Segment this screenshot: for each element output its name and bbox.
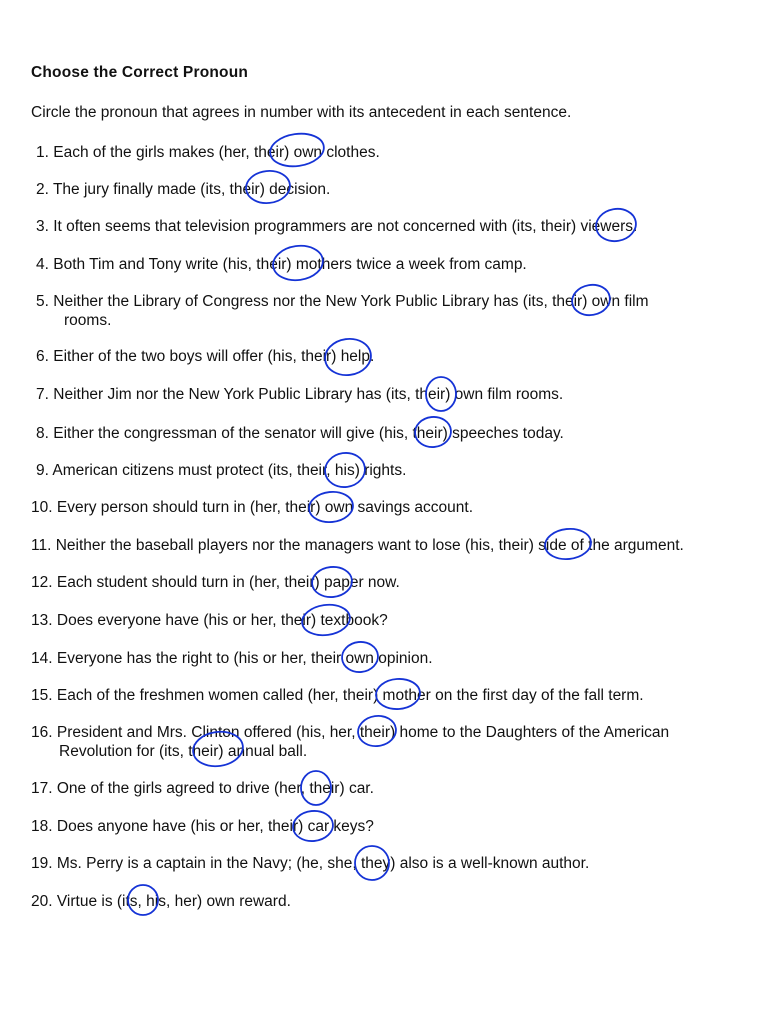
question-item [31, 686, 644, 705]
question-number: 5. [36, 293, 49, 310]
question-number: 19. [31, 855, 53, 872]
question-item [36, 461, 406, 480]
question-number: 3. [36, 218, 49, 235]
question-text: Both Tim and Tony write (his, their) mothers twice a week from camp. [53, 256, 527, 273]
question-text: President and Mrs. Clinton offered (his, her, their) home to the Daughters of the American [56, 724, 670, 741]
question-item [36, 180, 330, 199]
question-number: 20. [31, 893, 53, 910]
question-number: 14. [31, 650, 53, 667]
question-number: 12. [31, 574, 53, 591]
question-item [31, 892, 291, 911]
question-text: Does anyone have (his or her, their) car keys? [56, 818, 374, 835]
question-text: American citizens must protect (its, their, his) rights. [52, 462, 407, 479]
question-text: Either the congressman of the senator will give (his, their) speeches today. [53, 425, 564, 442]
question-number: 15. [31, 687, 53, 704]
question-item [36, 385, 563, 404]
question-item [36, 217, 637, 236]
question-text: Each of the girls makes (her, their) own clothes. [53, 144, 380, 161]
question-item [31, 854, 589, 873]
question-number: 16. [31, 724, 53, 741]
question-item [36, 347, 374, 366]
question-text: Virtue is (its, his, her) own reward. [56, 893, 291, 910]
question-item [31, 723, 669, 761]
question-text: It often seems that television programmers are not concerned with (its, their) viewers. [53, 218, 638, 235]
question-item [31, 573, 400, 592]
question-text: The jury finally made (its, their) decision. [52, 181, 331, 198]
question-text: Neither the Library of Congress nor the New York Public Library has (its, their) own film [53, 293, 649, 310]
question-item [31, 611, 388, 630]
instructions: Circle the pronoun that agrees in number with its antecedent in each sentence. [31, 104, 572, 121]
question-text-continuation: Revolution for (its, their) annual ball. [59, 743, 308, 760]
question-number: 13. [31, 612, 53, 629]
question-text: Each student should turn in (her, their) paper now. [56, 574, 400, 591]
question-item [31, 536, 684, 555]
question-text: Neither the baseball players nor the managers want to lose (his, their) side of the argument. [55, 537, 684, 554]
question-text: Does everyone have (his or her, their) textbook? [56, 612, 388, 629]
question-number: 2. [36, 181, 49, 198]
question-number: 1. [36, 144, 49, 161]
question-number: 11. [31, 537, 52, 554]
question-item [36, 424, 564, 443]
question-item [31, 817, 374, 836]
question-number: 10. [31, 499, 53, 516]
question-item [36, 255, 527, 274]
question-text: Ms. Perry is a captain in the Navy; (he, she, they) also is a well-known author. [56, 855, 590, 872]
question-number: 6. [36, 348, 49, 365]
question-number: 7. [36, 386, 49, 403]
question-text: Each of the freshmen women called (her, their) mother on the first day of the fall term. [56, 687, 644, 704]
question-item [36, 143, 380, 162]
question-number: 17. [31, 780, 53, 797]
question-number: 18. [31, 818, 53, 835]
question-item [31, 779, 374, 798]
question-text-continuation: rooms. [64, 312, 112, 329]
question-number: 8. [36, 425, 49, 442]
question-text: Everyone has the right to (his or her, their own opinion. [56, 650, 433, 667]
question-text: Neither Jim nor the New York Public Library has (its, their) own film rooms. [53, 386, 564, 403]
question-text: Every person should turn in (her, their) own savings account. [56, 499, 474, 516]
question-text: Either of the two boys will offer (his, their) help. [53, 348, 375, 365]
question-number: 4. [36, 256, 49, 273]
question-item [36, 292, 649, 330]
question-item [31, 498, 473, 517]
question-text: One of the girls agreed to drive (her, their) car. [56, 780, 374, 797]
question-number: 9. [36, 462, 49, 479]
worksheet-title: Choose the Correct Pronoun [31, 64, 249, 81]
question-item [31, 649, 433, 668]
